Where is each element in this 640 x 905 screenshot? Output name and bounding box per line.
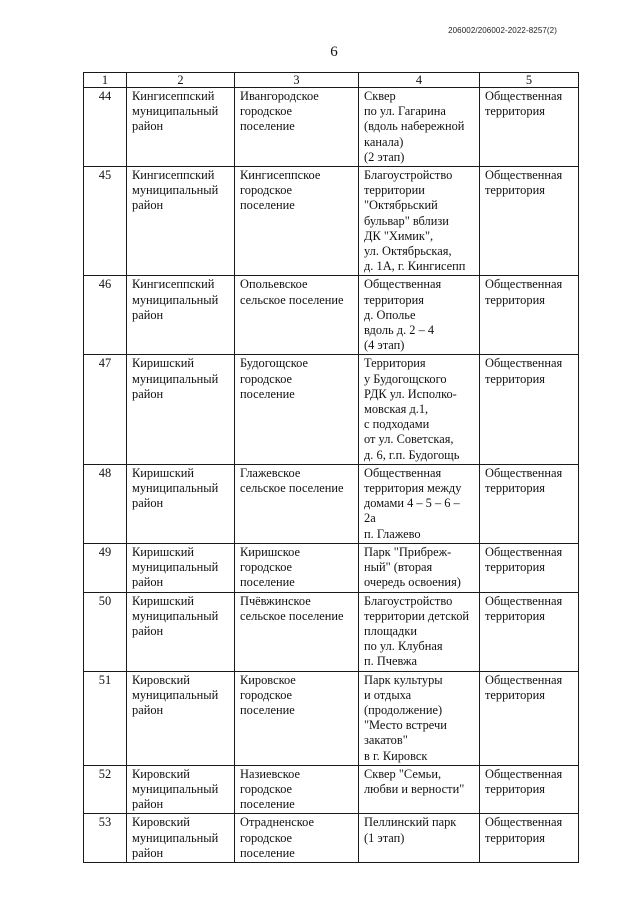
row-number-cell: 52 xyxy=(84,765,127,814)
district-cell: Киришский муниципальный район xyxy=(127,543,235,592)
district-cell: Кировский муниципальный район xyxy=(127,814,235,863)
page-number: 6 xyxy=(330,44,338,60)
object-cell: Благоустройство территории "Октябрьский бульвар" вблизи ДК "Химик", ул. Октябрьская, д. 1А, г. Кингисепп xyxy=(359,167,480,276)
territory-type-cell: Общественная территория xyxy=(480,765,579,814)
header-cell-2: 2 xyxy=(127,73,235,88)
header-cell-4: 4 xyxy=(359,73,480,88)
territory-type-cell: Общественная территория xyxy=(480,355,579,464)
row-number-cell: 53 xyxy=(84,814,127,863)
row-number-cell: 49 xyxy=(84,543,127,592)
row-number-cell: 51 xyxy=(84,671,127,765)
district-cell: Кингисеппский муниципальный район xyxy=(127,276,235,355)
table-body xyxy=(84,73,579,863)
territory-type-cell: Общественная территория xyxy=(480,88,579,167)
row-number-cell: 48 xyxy=(84,464,127,543)
territories-table xyxy=(83,72,579,863)
header-cell-1: 1 xyxy=(84,73,127,88)
document-id: 206002/206002-2022-8257(2) xyxy=(448,26,557,35)
district-cell: Кировский муниципальный район xyxy=(127,671,235,765)
district-cell: Кингисеппский муниципальный район xyxy=(127,88,235,167)
settlement-cell: Пчёвжинское сельское поселение xyxy=(235,592,359,671)
table-row xyxy=(84,814,579,863)
object-cell: Территория у Будогощского РДК ул. Исполко- мовская д.1, с подходами от ул. Советская, д. 6, г.п. Будогощь xyxy=(359,355,480,464)
row-number-cell: 47 xyxy=(84,355,127,464)
settlement-cell: Назиевское городское поселение xyxy=(235,765,359,814)
district-cell: Кингисеппский муниципальный район xyxy=(127,167,235,276)
settlement-cell: Киришское городское поселение xyxy=(235,543,359,592)
object-cell: Благоустройство территории детской площадки по ул. Клубная п. Пчевжа xyxy=(359,592,480,671)
district-cell: Киришский муниципальный район xyxy=(127,464,235,543)
row-number-cell: 45 xyxy=(84,167,127,276)
settlement-cell: Кировское городское поселение xyxy=(235,671,359,765)
territory-type-cell: Общественная территория xyxy=(480,814,579,863)
district-cell: Киришский муниципальный район xyxy=(127,592,235,671)
object-cell: Общественная территория между домами 4 – 5 – 6 – 2а п. Глажево xyxy=(359,464,480,543)
settlement-cell: Отрадненское городское поселение xyxy=(235,814,359,863)
object-cell: Парк культуры и отдыха (продолжение) "Место встречи закатов" в г. Кировск xyxy=(359,671,480,765)
territory-type-cell: Общественная территория xyxy=(480,167,579,276)
row-number-cell: 50 xyxy=(84,592,127,671)
object-cell: Сквер по ул. Гагарина (вдоль набережной канала) (2 этап) xyxy=(359,88,480,167)
table-row xyxy=(84,88,579,167)
table-row xyxy=(84,671,579,765)
territory-type-cell: Общественная территория xyxy=(480,276,579,355)
header-cell-3: 3 xyxy=(235,73,359,88)
district-cell: Кировский муниципальный район xyxy=(127,765,235,814)
table-header-row xyxy=(84,73,579,88)
settlement-cell: Будогощское городское поселение xyxy=(235,355,359,464)
territory-type-cell: Общественная территория xyxy=(480,592,579,671)
settlement-cell: Опольевское сельское поселение xyxy=(235,276,359,355)
object-cell: Парк "Прибреж- ный" (вторая очередь освоения) xyxy=(359,543,480,592)
district-cell: Киришский муниципальный район xyxy=(127,355,235,464)
object-cell: Общественная территория д. Ополье вдоль д. 2 – 4 (4 этап) xyxy=(359,276,480,355)
object-cell: Пеллинский парк (1 этап) xyxy=(359,814,480,863)
object-cell: Сквер "Семьи, любви и верности" xyxy=(359,765,480,814)
table-row xyxy=(84,765,579,814)
settlement-cell: Ивангородское городское поселение xyxy=(235,88,359,167)
table-row xyxy=(84,276,579,355)
table-row xyxy=(84,167,579,276)
row-number-cell: 46 xyxy=(84,276,127,355)
territory-type-cell: Общественная территория xyxy=(480,543,579,592)
table-row xyxy=(84,543,579,592)
table-row xyxy=(84,355,579,464)
header-cell-5: 5 xyxy=(480,73,579,88)
settlement-cell: Глажевское сельское поселение xyxy=(235,464,359,543)
table-row xyxy=(84,592,579,671)
settlement-cell: Кингисеппское городское поселение xyxy=(235,167,359,276)
row-number-cell: 44 xyxy=(84,88,127,167)
table-row xyxy=(84,464,579,543)
territory-type-cell: Общественная территория xyxy=(480,464,579,543)
territory-type-cell: Общественная территория xyxy=(480,671,579,765)
